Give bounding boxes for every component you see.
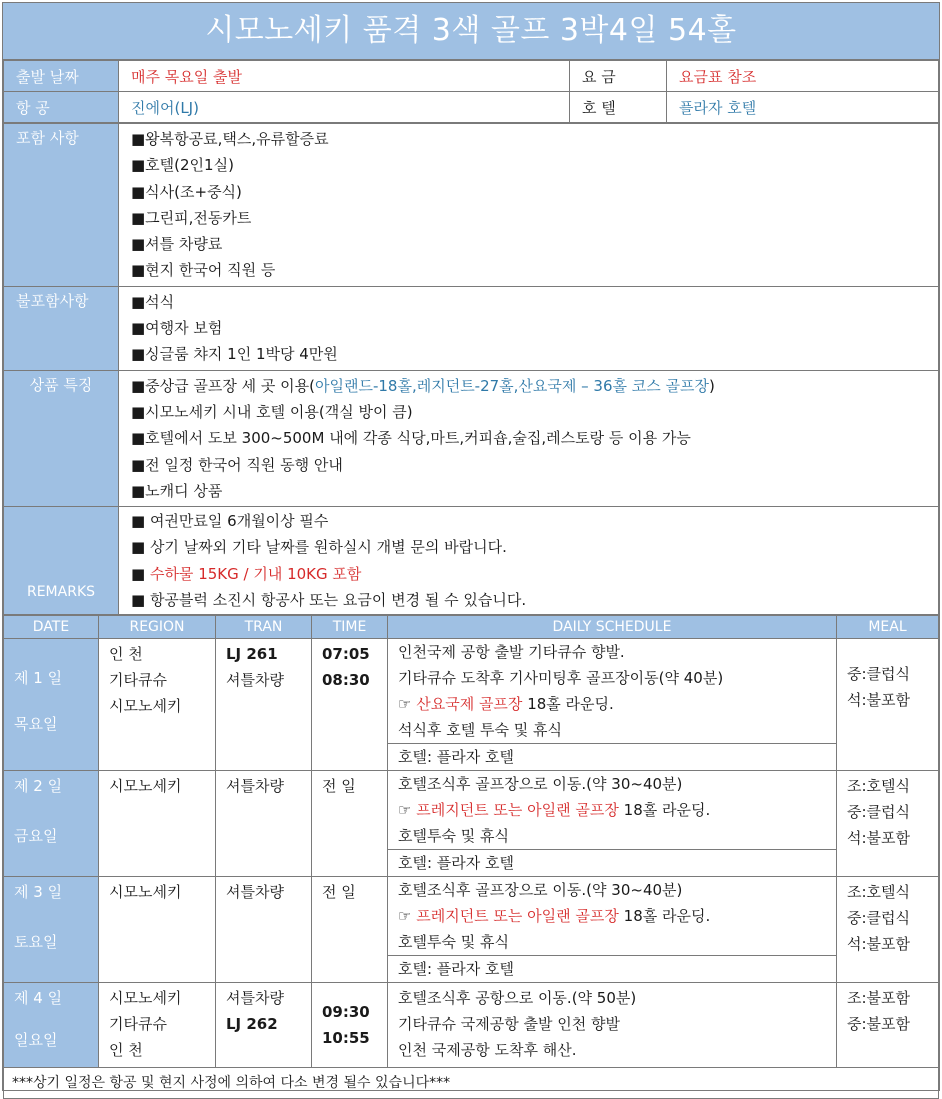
day-weekday: 금요일 [14, 827, 58, 846]
time-value: 10:55 [322, 1029, 370, 1048]
region-cell [99, 983, 216, 1068]
region-name: 시모노세키 [109, 777, 182, 796]
schedule-line: 기타큐슈 도착후 기사미팅후 골프장이동(약 40분) [398, 669, 724, 688]
airline-value: 진에어(LJ) [119, 92, 570, 123]
schedule-line: 호텔투숙 및 휴식 [398, 933, 509, 952]
time-cell [312, 877, 388, 983]
included-item: ■현지 한국어 직원 등 [131, 261, 276, 280]
region-name: 인 천 [109, 645, 143, 664]
header-time: TIME [312, 616, 388, 639]
meal-item: 조:호텔식 [847, 883, 911, 902]
airline-label: 항 공 [4, 92, 119, 123]
time-value: 전 일 [322, 777, 356, 796]
hotel-label: 호 텔 [570, 92, 667, 123]
tran-cell [216, 877, 312, 983]
region-name: 시모노세키 [109, 989, 182, 1008]
schedule-line: 호텔조식후 공항으로 이동.(약 50분) [398, 989, 637, 1008]
schedule-line: 기타큐슈 국제공항 출발 인천 향발 [398, 1015, 620, 1034]
golf-line [388, 797, 836, 823]
meal-cell [837, 983, 939, 1068]
included-item: ■셔틀 차량료 [131, 235, 223, 254]
region-name: 시모노세키 [109, 697, 182, 716]
time-value: 09:30 [322, 1003, 370, 1022]
time-value: 08:30 [322, 671, 370, 690]
hotel-line: 호텔: 플라자 호텔 [388, 956, 837, 983]
header-region: REGION [99, 616, 216, 639]
golf-round: 18홀 라운딩. [522, 695, 614, 714]
region-name: 기타큐슈 [109, 671, 167, 690]
flight-number: LJ 262 [226, 1015, 278, 1034]
pointing-hand-icon: ☞ [398, 907, 417, 926]
region-name: 인 천 [109, 1041, 143, 1060]
excluded-list [119, 286, 939, 370]
region-cell [99, 877, 216, 983]
remarks-item: ■ 항공블럭 소진시 항공사 또는 요금이 변경 될 수 있습니다. [131, 591, 527, 610]
meal-cell [837, 771, 939, 877]
features-item: ■시모노세키 시내 호텔 이용(객실 방이 큼) [131, 402, 413, 421]
header-date: DATE [4, 616, 99, 639]
schedule-table [3, 615, 939, 1099]
features-item-prefix: ■중상급 골프장 세 곳 이용( [131, 376, 315, 395]
included-list [119, 124, 939, 287]
golf-round: 18홀 라운딩. [618, 801, 711, 820]
meal-cell [837, 877, 939, 983]
features-list [119, 370, 939, 506]
golf-course-name: 산요국제 골프장 [416, 695, 523, 714]
departure-value: 매주 목요일 출발 [119, 61, 570, 92]
golf-courses-text: 아일랜드-18홀,레지던트-27홀,산요국제 – 36홀 코스 골프장 [315, 376, 709, 395]
meal-item: 조:불포함 [847, 989, 911, 1008]
features-item: ■노캐디 상품 [131, 481, 223, 500]
hotel-line: 호텔: 플라자 호텔 [388, 850, 837, 877]
excluded-item: ■싱글룸 챠지 1인 1박당 4만원 [131, 345, 338, 364]
schedule-cell [388, 877, 837, 956]
header-tran: TRAN [216, 616, 312, 639]
day-number: 제 2 일 [14, 777, 63, 796]
schedule-line: 호텔조식후 골프장으로 이동.(약 30~40분) [398, 881, 683, 900]
excluded-item: ■석식 [131, 292, 175, 311]
transport: 셔틀차량 [226, 989, 284, 1008]
included-item: ■왕복항공료,택스,유류할증료 [131, 130, 329, 148]
itinerary-sheet [2, 2, 940, 1091]
day-weekday: 일요일 [14, 1031, 58, 1050]
golf-course-name: 프레지던트 또는 아일랜 골프장 [416, 907, 619, 926]
page-title: 시모노세키 품격 3색 골프 3박4일 54홀 [3, 3, 939, 60]
time-cell [312, 639, 388, 771]
day-number: 제 1 일 [14, 669, 63, 688]
transport: 셔틀차량 [226, 777, 284, 796]
footer-note: ***상기 일정은 항공 및 현지 사정에 의하여 다소 변경 될수 있습니다*** [4, 1068, 939, 1099]
schedule-header-row [4, 616, 939, 639]
time-value: 전 일 [322, 883, 356, 902]
day-cell [4, 771, 99, 877]
day-cell [4, 877, 99, 983]
meal-item: 석:불포함 [847, 691, 911, 710]
day-number: 제 3 일 [14, 883, 63, 902]
schedule-cell [388, 771, 837, 850]
day-weekday: 목요일 [14, 715, 58, 734]
excluded-item: ■여행자 보험 [131, 319, 223, 338]
features-label: 상품 특징 [4, 370, 119, 506]
departure-label: 출발 날짜 [4, 61, 119, 92]
transport: 셔틀차량 [226, 671, 284, 690]
day-cell [4, 639, 99, 771]
flight-number: LJ 261 [226, 645, 278, 664]
meal-item: 중:클럽식 [847, 803, 911, 822]
day-number: 제 4 일 [14, 989, 63, 1008]
golf-line [388, 903, 836, 929]
remarks-label: REMARKS [4, 507, 119, 615]
schedule-cell [388, 983, 837, 1068]
time-value: 07:05 [322, 645, 370, 664]
header-daily-schedule: DAILY SCHEDULE [388, 616, 837, 639]
schedule-cell [388, 639, 837, 744]
remarks-item: ■ 상기 날짜외 기타 날짜를 원하실시 개별 문의 바랍니다. [131, 538, 507, 557]
meal-item: 중:클럽식 [847, 665, 911, 684]
tran-cell [216, 771, 312, 877]
region-cell [99, 639, 216, 771]
meal-cell [837, 639, 939, 771]
golf-round: 18홀 라운딩. [618, 907, 711, 926]
transport: 셔틀차량 [226, 883, 284, 902]
features-item: ■호텔에서 도보 300~500M 내에 각종 식당,마트,커피숍,술집,레스토랑 등 이용 가능 [131, 429, 691, 448]
day-row [4, 983, 939, 1068]
schedule-line: 호텔조식후 골프장으로 이동.(약 30~40분) [398, 775, 683, 794]
tran-cell [216, 639, 312, 771]
region-cell [99, 771, 216, 877]
day-cell [4, 983, 99, 1068]
meal-item: 석:불포함 [847, 829, 911, 848]
baggage-text: 수하물 15KG / 기내 10KG 포함 [149, 564, 362, 583]
schedule-line: 인천국제 공항 출발 기타큐슈 향발. [398, 643, 625, 662]
included-label: 포함 사항 [4, 124, 119, 287]
header-meal: MEAL [837, 616, 939, 639]
day-weekday: 토요일 [14, 933, 58, 952]
region-name: 시모노세키 [109, 883, 182, 902]
meal-item: 중:클럽식 [847, 909, 911, 928]
day-row [4, 877, 939, 956]
golf-course-name: 프레지던트 또는 아일랜 골프장 [416, 801, 619, 820]
time-cell [312, 983, 388, 1068]
day-row [4, 639, 939, 744]
included-item: ■호텔(2인1실) [131, 156, 234, 175]
time-cell [312, 771, 388, 877]
excluded-label: 불포함사항 [4, 286, 119, 370]
features-item [119, 373, 938, 399]
hotel-line: 호텔: 플라자 호텔 [388, 744, 837, 771]
info-table [3, 60, 939, 123]
meal-item: 조:호텔식 [847, 777, 911, 796]
schedule-line: 석식후 호텔 투숙 및 휴식 [398, 721, 562, 740]
pointing-hand-icon: ☞ [398, 695, 417, 714]
price-label: 요 금 [570, 61, 667, 92]
included-item: ■그린피,전동카트 [131, 208, 252, 227]
golf-line [388, 691, 836, 717]
details-table [3, 123, 939, 615]
included-item: ■식사(조+중식) [131, 182, 242, 201]
remarks-bullet: ■ [131, 564, 150, 583]
pointing-hand-icon: ☞ [398, 801, 417, 820]
features-item-suffix: ) [709, 376, 715, 395]
remarks-list [119, 507, 939, 615]
remarks-item [119, 561, 938, 587]
price-value: 요금표 참조 [667, 61, 939, 92]
meal-item: 석:불포함 [847, 935, 911, 954]
schedule-line: 인천 국제공항 도착후 해산. [398, 1041, 577, 1060]
tran-cell [216, 983, 312, 1068]
day-row [4, 771, 939, 850]
remarks-item: ■ 여권만료일 6개월이상 필수 [131, 512, 329, 531]
region-name: 기타큐슈 [109, 1015, 167, 1034]
schedule-line: 호텔투숙 및 휴식 [398, 827, 509, 846]
hotel-value: 플라자 호텔 [667, 92, 939, 123]
meal-item: 중:불포함 [847, 1015, 911, 1034]
features-item: ■전 일정 한국어 직원 동행 안내 [131, 455, 343, 474]
